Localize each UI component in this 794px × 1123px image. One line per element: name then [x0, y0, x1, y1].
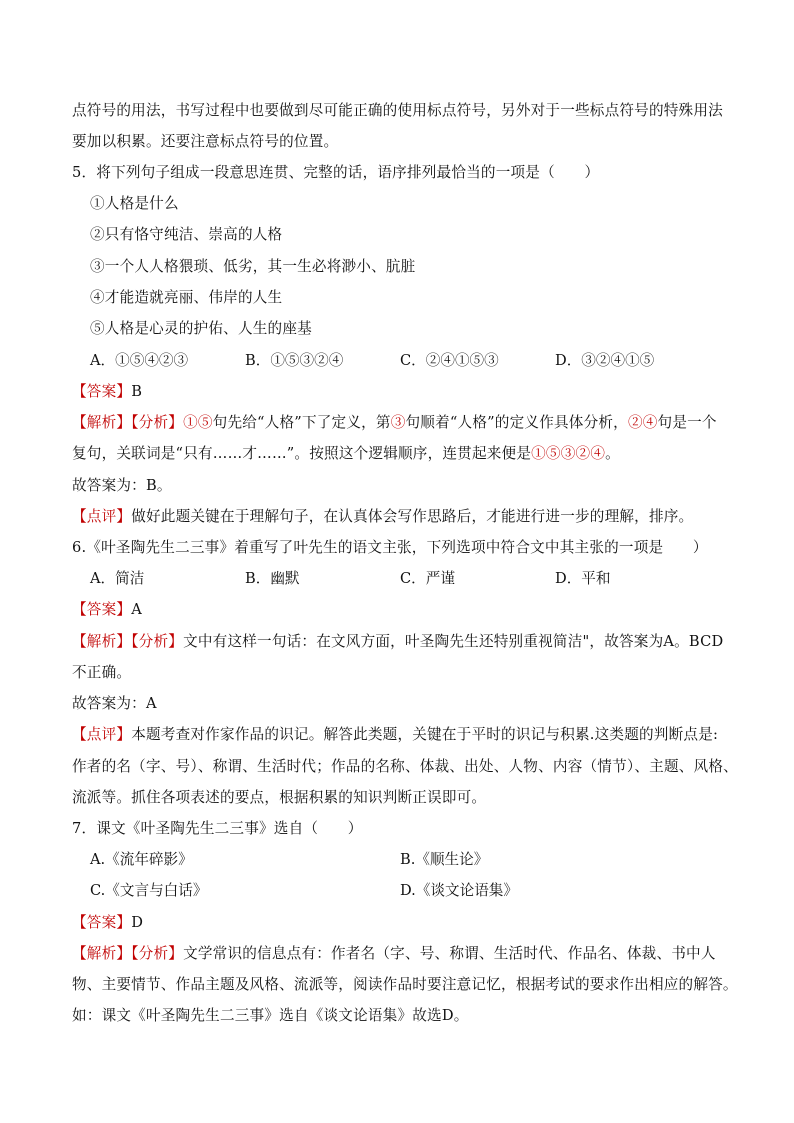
- analysis-highlight: ③: [390, 414, 406, 431]
- q5-option-c: C．②④①⑤③: [400, 352, 499, 369]
- q6-option-c: C．严谨: [400, 570, 455, 587]
- q6-stem: 6.《叶圣陶先生二三事》着重写了叶先生的语文主张，下列选项中符合文中其主张的一项是 ）: [72, 539, 708, 556]
- analysis-text: 句顺着“人格”的定义作具体分析，: [405, 414, 628, 431]
- analysis-text: 句是一个: [657, 414, 717, 431]
- intro-line-1: 点符号的用法，书写过程中也要做到尽可能正确的使用标点符号，另外对于一些标点符号的特殊用法: [72, 102, 723, 119]
- answer-value: D: [131, 914, 144, 931]
- q5-stem: 5．将下列句子组成一段意思连贯、完整的话，语序排列最恰当的一项是（ ）: [72, 164, 600, 181]
- intro-line-2: 要加以积累。还要注意标点符号的位置。: [72, 133, 339, 150]
- q6-answer: [72, 600, 736, 620]
- q7-analysis-line-3: 如：课文《叶圣陶先生二三事》选自《谈文论语集》故选D。: [72, 1007, 469, 1024]
- comment-text: 做好此题关键在于理解句子，在认真体会写作思路后，才能进行进一步的理解，排序。: [131, 508, 694, 525]
- answer-tag: 【答案】: [72, 601, 132, 618]
- q6-conclusion: 故答案为：A: [72, 695, 157, 712]
- q5-item-1: ①人格是什么: [90, 195, 179, 212]
- q7-option-d: D.《谈文论语集》: [400, 882, 518, 899]
- q6-option-b: B．幽默: [245, 570, 300, 587]
- q5-option-b: B．①⑤③②④: [245, 352, 344, 369]
- analysis-text: 文中有这样一句话：在文风方面，叶圣陶先生还特别重视简洁"，故答案为A。BCD: [183, 633, 724, 650]
- analysis-text: 句先给“人格”下了定义，第: [212, 414, 391, 431]
- q7-answer: [72, 913, 736, 933]
- analysis-tag: 【解析】【分析】: [72, 633, 184, 650]
- q5-option-a: A．①⑤④②③: [90, 352, 189, 369]
- analysis-highlight: ①⑤③②④: [531, 445, 606, 462]
- q7-option-a: A.《流年碎影》: [90, 851, 193, 868]
- comment-tag: 【点评】: [72, 726, 132, 743]
- q6-comment-line-2: 作者的名（字、号）、称谓、生活时代；作品的名称、体裁、出处、人物、内容（情节）、主题、风格、: [72, 758, 738, 775]
- analysis-text: 。: [605, 445, 620, 462]
- q7-stem: 7．课文《叶圣陶先生二三事》选自（ ）: [72, 820, 363, 837]
- q6-option-a: A．简洁: [90, 570, 145, 587]
- answer-tag: 【答案】: [72, 914, 132, 931]
- q5-option-d: D．③②④①⑤: [555, 352, 655, 369]
- q5-analysis-line-1: [72, 413, 736, 433]
- q6-comment-line-1: [72, 725, 736, 745]
- analysis-tag: 【解析】【分析】: [72, 945, 184, 962]
- comment-tag: 【点评】: [72, 508, 132, 525]
- comment-text: 本题考查对作家作品的识记。解答此类题，关键在于平时的识记与积累.这类题的判断点是:: [131, 726, 719, 743]
- analysis-highlight: ①⑤: [183, 414, 213, 431]
- analysis-highlight: ②④: [627, 414, 658, 431]
- analysis-tag: 【解析】【分析】: [72, 414, 184, 431]
- q5-analysis-line-2: [72, 444, 736, 464]
- q7-analysis-line-1: [72, 944, 736, 964]
- q5-item-5: ⑤人格是心灵的护佑、人生的座基: [90, 320, 312, 337]
- q6-analysis-line-1: [72, 632, 736, 652]
- q7-option-c: C.《文言与白话》: [90, 882, 208, 899]
- q6-analysis-line-2: 不正确。: [72, 664, 132, 681]
- answer-value: B: [131, 383, 143, 400]
- q6-comment-line-3: 流派等。抓住各项表述的要点，根据积累的知识判断正误即可。: [72, 789, 487, 806]
- analysis-text: 复句，关联词是“只有……才……”。按照这个逻辑顺序，连贯起来便是: [72, 445, 532, 462]
- answer-tag: 【答案】: [72, 383, 132, 400]
- q5-answer: [72, 382, 736, 402]
- analysis-text: 文学常识的信息点有：作者名（字、号、称谓、生活时代、作品名、体裁、书中人: [183, 945, 716, 962]
- q7-option-b: B.《顺生论》: [400, 851, 489, 868]
- q5-conclusion: 故答案为：B。: [72, 477, 172, 494]
- q7-analysis-line-2: 物、主要情节、作品主题及风格、流派等，阅读作品时要注意记忆，根据考试的要求作出相应的解答。: [72, 976, 738, 993]
- q6-option-d: D．平和: [555, 570, 611, 587]
- q5-item-2: ②只有恪守纯洁、崇高的人格: [90, 226, 283, 243]
- q5-item-4: ④才能造就亮丽、伟岸的人生: [90, 289, 283, 306]
- q5-item-3: ③一个人人格猥琐、低劣，其一生必将渺小、肮脏: [90, 258, 416, 275]
- answer-value: A: [131, 601, 142, 618]
- q5-comment: [72, 507, 736, 527]
